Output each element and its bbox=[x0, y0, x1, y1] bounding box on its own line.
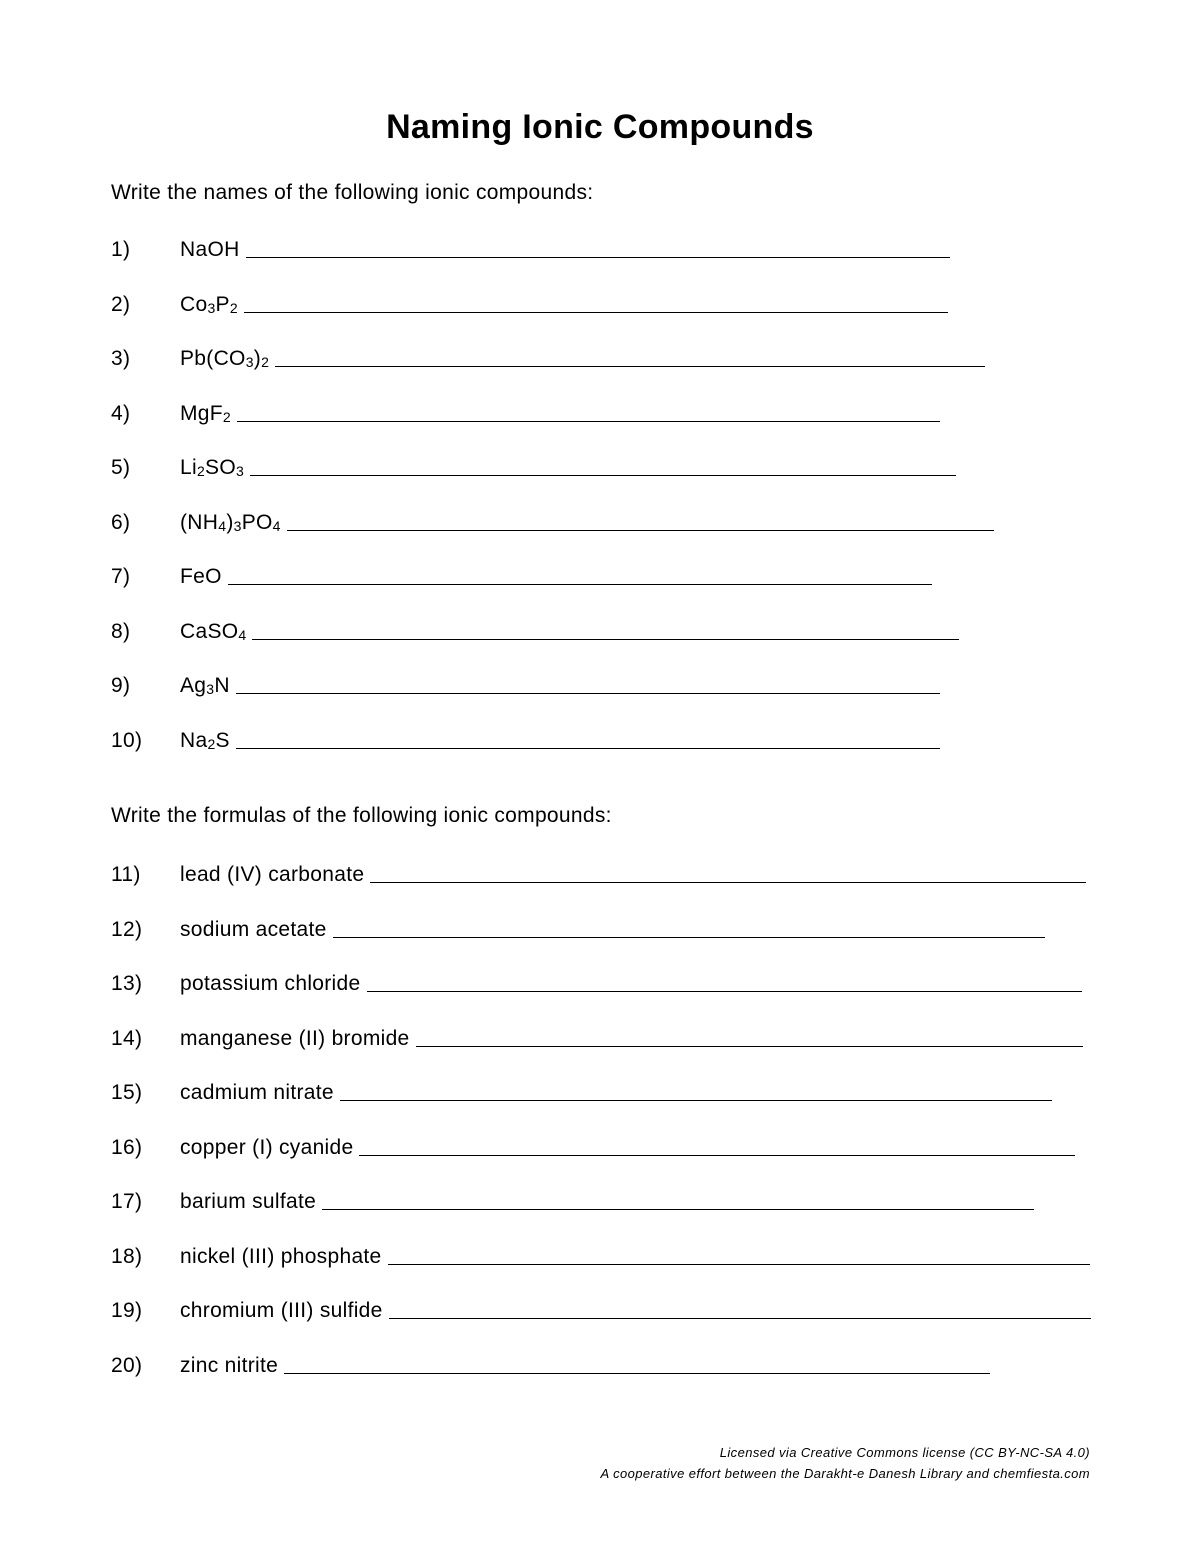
question-item bbox=[111, 910, 1045, 942]
question-number: 15) bbox=[111, 1081, 143, 1104]
question-item bbox=[111, 394, 940, 426]
subscript: 4 bbox=[218, 517, 227, 534]
answer-blank[interactable] bbox=[246, 256, 950, 258]
compound-label bbox=[180, 511, 287, 535]
compound-text: NaOH bbox=[180, 238, 240, 261]
compound-label bbox=[180, 1354, 284, 1378]
question-item bbox=[111, 557, 932, 589]
section2-instruction: Write the formulas of the following ionic compounds: bbox=[111, 804, 612, 827]
compound-label bbox=[180, 1245, 388, 1269]
subscript: 4 bbox=[238, 626, 247, 643]
license-note: Licensed via Creative Commons license (CC BY-NC-SA 4.0) bbox=[719, 1445, 1090, 1460]
compound-text: SO bbox=[205, 456, 236, 479]
compound-text: N bbox=[214, 674, 230, 697]
compound-label bbox=[180, 1136, 359, 1160]
answer-blank[interactable] bbox=[237, 420, 940, 422]
compound-text: ) bbox=[226, 510, 234, 534]
compound-text: lead (IV) carbonate bbox=[180, 863, 365, 886]
question-number: 18) bbox=[111, 1244, 143, 1268]
compound-text: potassium chloride bbox=[180, 972, 361, 995]
question-item bbox=[111, 503, 994, 535]
question-number: 7) bbox=[111, 565, 131, 588]
answer-blank[interactable] bbox=[322, 1208, 1034, 1210]
question-number: 4) bbox=[111, 401, 131, 425]
compound-text: copper (I) cyanide bbox=[180, 1135, 354, 1159]
compound-text: sodium acetate bbox=[180, 917, 327, 941]
question-number: 6) bbox=[111, 510, 131, 534]
compound-label bbox=[180, 238, 246, 262]
question-number: 12) bbox=[111, 917, 143, 941]
question-item bbox=[111, 855, 1086, 887]
question-item bbox=[111, 1182, 1034, 1214]
answer-blank[interactable] bbox=[287, 529, 994, 531]
subscript: 3 bbox=[207, 299, 216, 316]
answer-blank[interactable] bbox=[236, 747, 940, 749]
compound-text: barium sulfate bbox=[180, 1190, 317, 1213]
answer-blank[interactable] bbox=[340, 1099, 1052, 1101]
question-item bbox=[111, 1019, 1083, 1051]
answer-blank[interactable] bbox=[333, 936, 1045, 938]
compound-text: P bbox=[215, 292, 230, 316]
compound-label bbox=[180, 565, 228, 589]
subscript: 3 bbox=[245, 354, 254, 370]
question-item bbox=[111, 1291, 1091, 1323]
compound-text: cadmium nitrate bbox=[180, 1081, 334, 1104]
compound-label bbox=[180, 620, 252, 644]
compound-label bbox=[180, 729, 236, 753]
question-number: 14) bbox=[111, 1026, 143, 1050]
compound-label bbox=[180, 1299, 389, 1323]
compound-label bbox=[180, 402, 237, 426]
subscript: 3 bbox=[206, 681, 215, 697]
question-number: 2) bbox=[111, 292, 131, 316]
answer-blank[interactable] bbox=[359, 1154, 1075, 1156]
question-item bbox=[111, 964, 1082, 996]
question-number: 8) bbox=[111, 619, 131, 643]
compound-text: Co bbox=[180, 292, 208, 316]
subscript: 2 bbox=[196, 463, 206, 479]
answer-blank[interactable] bbox=[284, 1372, 990, 1374]
page-title: Naming Ionic Compounds bbox=[386, 108, 814, 146]
compound-text: manganese (II) bromide bbox=[180, 1026, 410, 1050]
answer-blank[interactable] bbox=[252, 638, 959, 640]
compound-label bbox=[180, 1081, 340, 1105]
question-item bbox=[111, 1128, 1075, 1160]
compound-label bbox=[180, 293, 244, 317]
question-item bbox=[111, 666, 940, 698]
compound-label bbox=[180, 972, 367, 996]
question-item bbox=[111, 230, 950, 262]
question-item bbox=[111, 1237, 1090, 1269]
compound-text: (NH bbox=[180, 510, 219, 534]
question-number: 3) bbox=[111, 347, 131, 370]
question-number: 5) bbox=[111, 456, 131, 479]
subscript: 3 bbox=[233, 517, 242, 534]
question-item bbox=[111, 448, 956, 480]
subscript: 2 bbox=[207, 735, 216, 752]
compound-text: nickel (III) phosphate bbox=[180, 1244, 382, 1268]
compound-text: Na bbox=[180, 728, 208, 752]
question-item bbox=[111, 1073, 1052, 1105]
question-number: 9) bbox=[111, 674, 131, 697]
compound-text: chromium (III) sulfide bbox=[180, 1299, 383, 1322]
compound-text: ) bbox=[253, 347, 262, 370]
credit-note: A cooperative effort between the Darakht-e Danesh Library and chemfiesta.com bbox=[600, 1466, 1090, 1481]
compound-label bbox=[180, 674, 236, 698]
compound-label bbox=[180, 918, 333, 942]
answer-blank[interactable] bbox=[416, 1045, 1083, 1047]
question-item bbox=[111, 721, 940, 753]
compound-text: PO bbox=[241, 510, 273, 534]
question-number: 16) bbox=[111, 1135, 143, 1159]
subscript: 2 bbox=[222, 408, 231, 425]
subscript: 4 bbox=[272, 517, 281, 534]
question-number: 19) bbox=[111, 1299, 143, 1322]
question-item bbox=[111, 339, 985, 371]
question-item bbox=[111, 612, 959, 644]
compound-text: zinc nitrite bbox=[180, 1353, 279, 1377]
question-number: 17) bbox=[111, 1190, 143, 1213]
answer-blank[interactable] bbox=[244, 311, 948, 313]
answer-blank[interactable] bbox=[250, 474, 956, 476]
question-number: 11) bbox=[111, 863, 141, 886]
question-number: 13) bbox=[111, 972, 143, 995]
question-number: 1) bbox=[111, 238, 131, 261]
answer-blank[interactable] bbox=[228, 583, 932, 585]
compound-label bbox=[180, 1027, 416, 1051]
question-number: 20) bbox=[111, 1353, 143, 1377]
subscript: 2 bbox=[261, 354, 270, 370]
compound-text: CaSO bbox=[180, 619, 239, 643]
compound-label bbox=[180, 863, 370, 887]
question-number: 10) bbox=[111, 728, 143, 752]
answer-blank[interactable] bbox=[236, 692, 940, 694]
compound-text: Li bbox=[180, 456, 197, 479]
question-item bbox=[111, 1346, 990, 1378]
compound-label bbox=[180, 347, 275, 371]
compound-label bbox=[180, 1190, 322, 1214]
answer-blank[interactable] bbox=[275, 365, 985, 367]
compound-text: Ag bbox=[180, 674, 207, 697]
answer-blank[interactable] bbox=[389, 1317, 1091, 1319]
question-item bbox=[111, 285, 948, 317]
section1-instruction: Write the names of the following ionic compounds: bbox=[111, 181, 594, 204]
compound-text: FeO bbox=[180, 565, 222, 588]
subscript: 2 bbox=[229, 299, 238, 316]
compound-label bbox=[180, 456, 250, 480]
answer-blank[interactable] bbox=[388, 1263, 1090, 1265]
compound-text: Pb(CO bbox=[180, 347, 246, 370]
compound-text: MgF bbox=[180, 401, 223, 425]
answer-blank[interactable] bbox=[370, 881, 1086, 883]
subscript: 3 bbox=[236, 463, 245, 479]
compound-text: S bbox=[215, 728, 230, 752]
answer-blank[interactable] bbox=[367, 990, 1083, 992]
